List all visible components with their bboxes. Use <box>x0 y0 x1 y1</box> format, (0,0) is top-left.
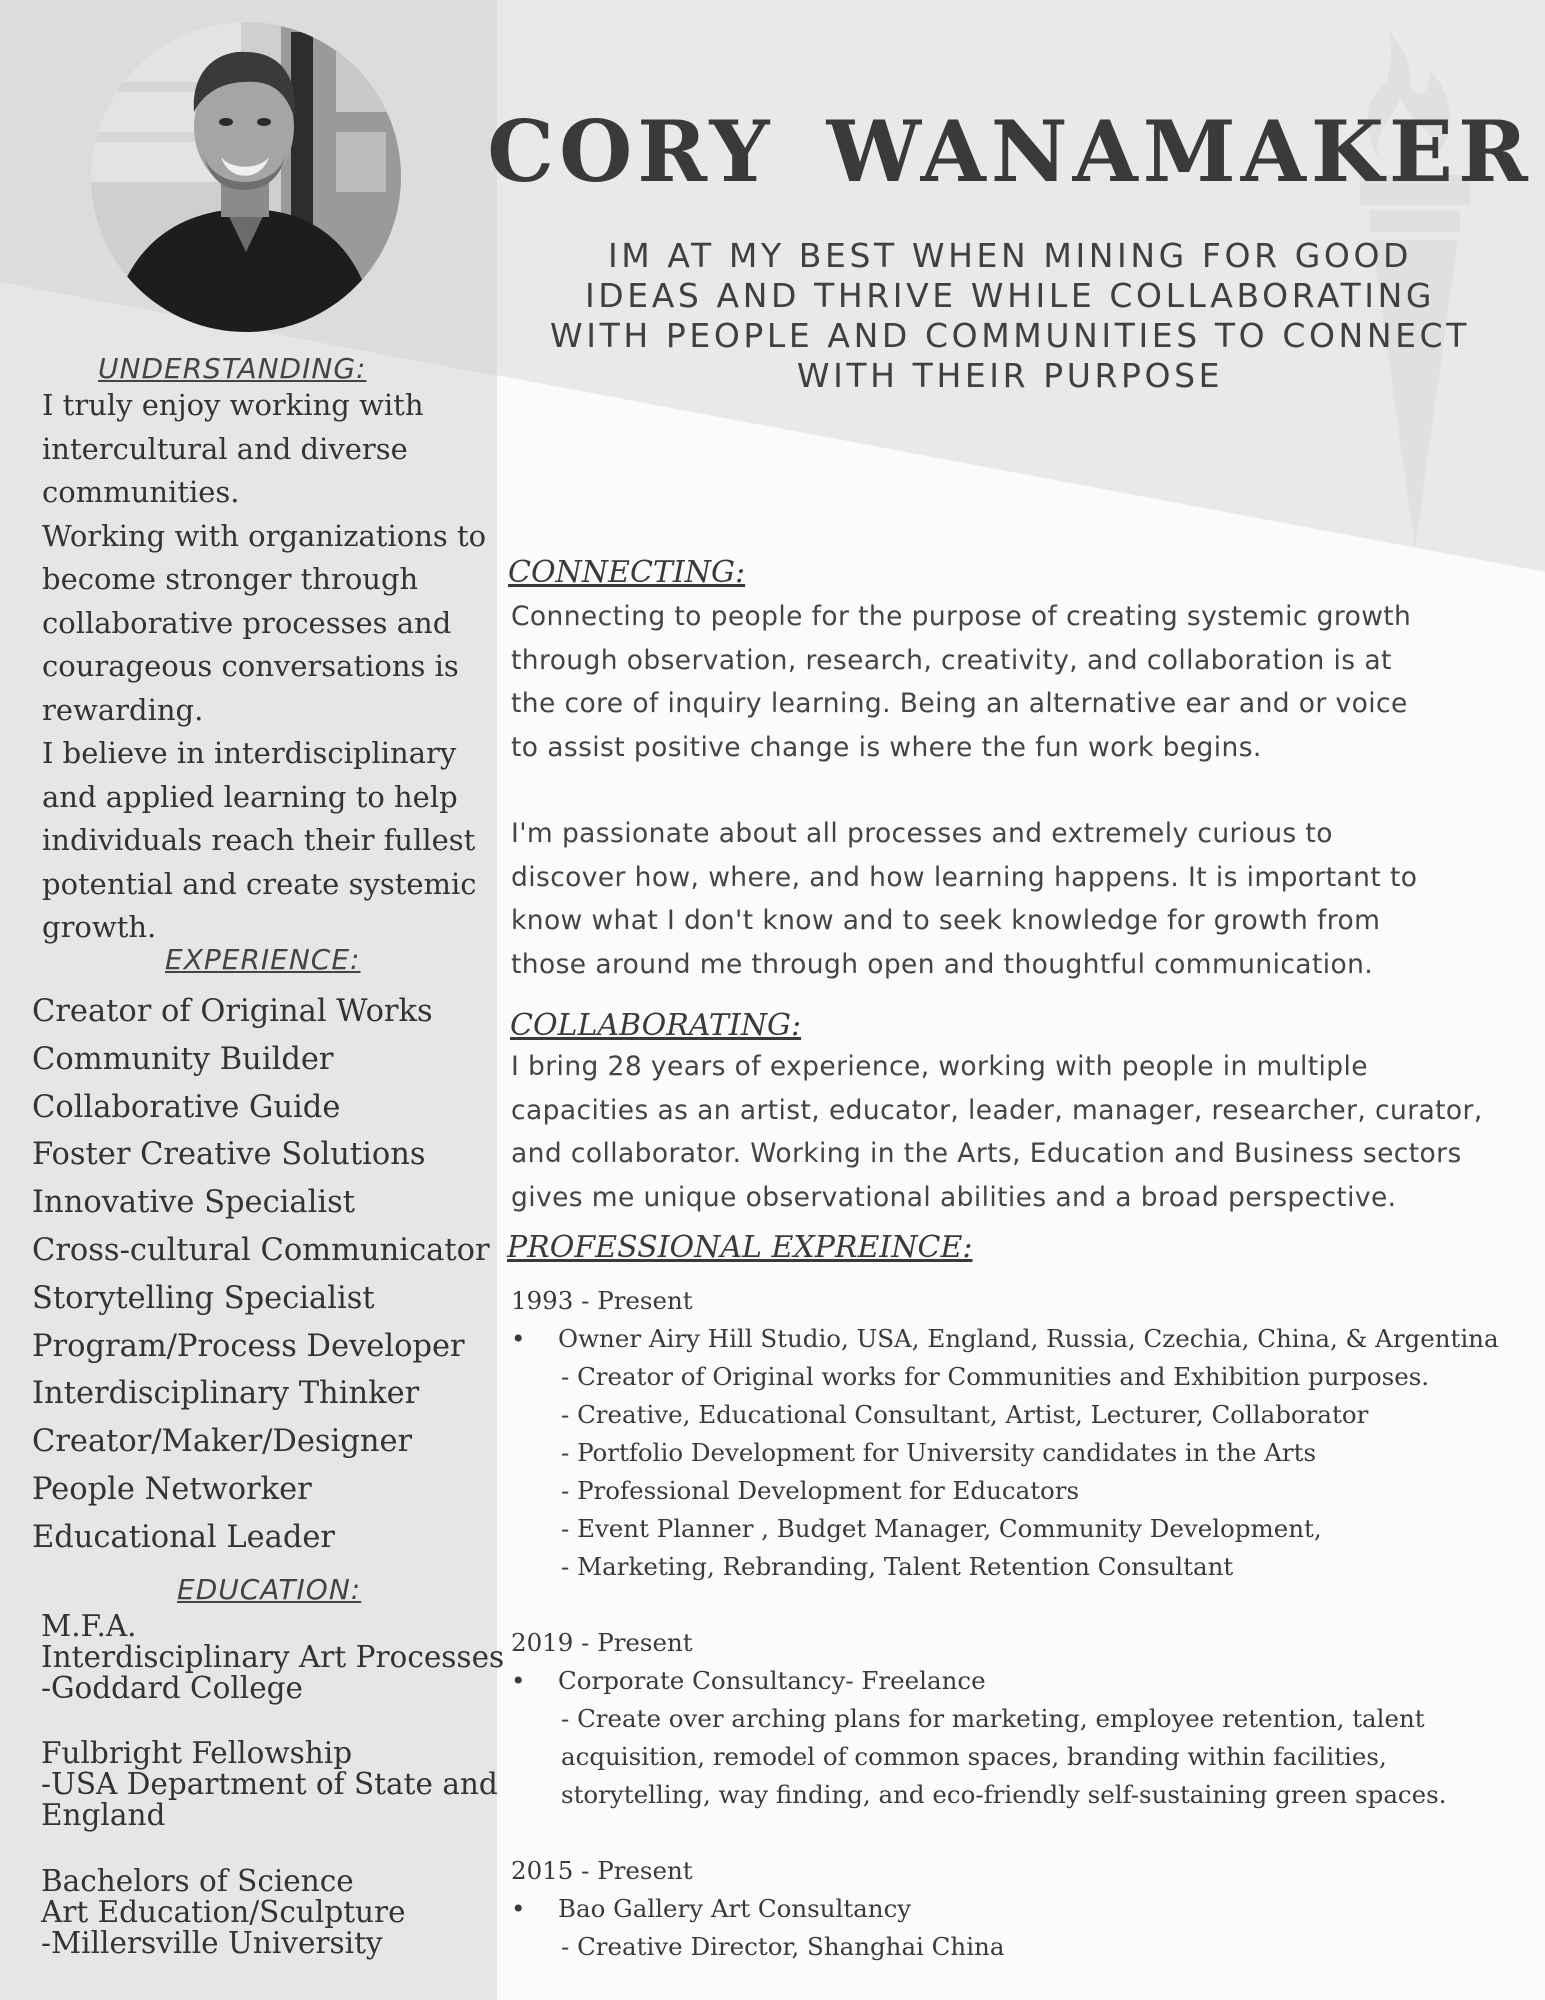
experience-item: Creator of Original Works <box>32 994 433 1029</box>
job-detail: - Create over arching plans for marketing, employee retention, talent <box>561 1704 1425 1733</box>
job-years: 1993 - Present <box>511 1286 693 1315</box>
understanding-line: rewarding. <box>42 692 204 727</box>
tagline-line: WITH THEIR PURPOSE <box>796 356 1224 395</box>
education-line: -Millersville University <box>41 1926 383 1960</box>
tagline-line: WITH PEOPLE AND COMMUNITIES TO CONNECT <box>550 316 1470 355</box>
professional-heading: PROFESSIONAL EXPREINCE: <box>507 1230 973 1265</box>
experience-item: Foster Creative Solutions <box>32 1137 426 1173</box>
understanding-line: individuals reach their fullest <box>42 823 476 857</box>
understanding-line: I believe in interdisciplinary <box>42 736 457 770</box>
education-entry <box>41 1866 511 1959</box>
education-line: Art Education/Sculpture <box>41 1895 406 1929</box>
connecting-line: Connecting to people for the purpose of creating systemic growth <box>511 601 1412 632</box>
collaborating-line: capacities as an artist, educator, leader, manager, researcher, curator, <box>511 1094 1483 1126</box>
profile-photo <box>91 22 401 332</box>
experience-item: Educational Leader <box>32 1519 335 1555</box>
education-line: -Goddard College <box>41 1671 304 1705</box>
understanding-heading: UNDERSTANDING: <box>98 352 367 385</box>
job-years: 2015 - Present <box>511 1856 693 1885</box>
collaborating-line: I bring 28 years of experience, working with people in multiple <box>511 1051 1368 1082</box>
education-line: M.F.A. <box>41 1609 137 1643</box>
experience-list <box>32 988 502 1562</box>
job-detail: - Creative, Educational Consultant, Artist, Lecturer, Collaborator <box>561 1400 1369 1429</box>
understanding-line: growth. <box>42 910 157 944</box>
job-detail: acquisition, remodel of common spaces, branding within facilities, <box>561 1742 1387 1771</box>
connecting-line: the core of inquiry learning. Being an alternative ear and or voice <box>511 688 1408 719</box>
job-detail: - Marketing, Rebranding, Talent Retention Consultant <box>561 1552 1234 1581</box>
collaborating-heading: COLLABORATING: <box>510 1008 802 1043</box>
experience-item: Collaborative Guide <box>32 1089 341 1125</box>
experience-item: People Networker <box>32 1471 312 1507</box>
experience-item: Program/Process Developer <box>32 1328 465 1364</box>
education-line: Bachelors of Science <box>41 1864 354 1898</box>
education-line: Interdisciplinary Art Processes <box>41 1640 505 1674</box>
connecting-line: through observation, research, creativity, and collaboration is at <box>511 644 1392 676</box>
job-detail: - Portfolio Development for University candidates in the Arts <box>561 1438 1317 1467</box>
tagline-line: IM AT MY BEST WHEN MINING FOR GOOD <box>607 236 1413 275</box>
tagline <box>490 236 1530 396</box>
understanding-line: intercultural and diverse <box>42 431 408 466</box>
connecting-paragraph <box>511 595 1531 769</box>
understanding-line: Working with organizations to <box>42 518 487 553</box>
tagline-line: IDEAS AND THRIVE WHILE COLLABORATING <box>584 276 1436 315</box>
job-detail: - Creator of Original works for Communities and Exhibition purposes. <box>561 1362 1430 1391</box>
understanding-line: collaborative processes and <box>42 605 452 640</box>
professional-list <box>511 1282 1541 1966</box>
connecting-heading: CONNECTING: <box>508 555 746 590</box>
understanding-line: communities. <box>42 475 240 509</box>
education-entry <box>41 1738 511 1831</box>
collaborating-line: and collaborator. Working in the Arts, Education and Business sectors <box>511 1138 1462 1169</box>
understanding-line: I truly enjoy working with <box>42 388 424 422</box>
connecting-line: discover how, where, and how learning happens. It is important to <box>511 861 1418 893</box>
experience-item: Storytelling Specialist <box>32 1280 375 1316</box>
job-detail: storytelling, way finding, and eco-friendly self-sustaining green spaces. <box>561 1780 1447 1809</box>
education-line: England <box>41 1798 166 1832</box>
connecting-line: to assist positive change is where the fun work begins. <box>511 731 1262 763</box>
understanding-line: become stronger through <box>42 562 419 596</box>
connecting-paragraph <box>511 812 1531 986</box>
experience-heading: EXPERIENCE: <box>165 943 361 976</box>
experience-item: Creator/Maker/Designer <box>32 1424 413 1460</box>
education-line: Fulbright Fellowship <box>41 1736 353 1770</box>
understanding-text <box>42 384 502 950</box>
job-detail: - Event Planner , Budget Manager, Community Development, <box>561 1514 1322 1543</box>
understanding-line: potential and create systemic <box>42 866 477 901</box>
job-detail: - Creative Director, Shanghai China <box>561 1932 1005 1961</box>
job-years: 2019 - Present <box>511 1628 693 1657</box>
experience-item: Community Builder <box>32 1041 334 1077</box>
connecting-line: know what I don't know and to seek knowledge for growth from <box>511 905 1381 936</box>
job-detail: - Professional Development for Educators <box>561 1476 1080 1505</box>
connecting-line: those around me through open and thoughtful communication. <box>511 948 1374 980</box>
education-entry <box>41 1611 511 1704</box>
job-title: • Bao Gallery Art Consultancy <box>511 1890 1541 1928</box>
job-title: • Owner Airy Hill Studio, USA, England, Russia, Czechia, China, & Argentina <box>511 1320 1541 1358</box>
education-heading: EDUCATION: <box>177 1573 362 1606</box>
experience-item: Cross-cultural Communicator <box>32 1232 490 1268</box>
collaborating-paragraph <box>511 1045 1531 1219</box>
experience-item: Innovative Specialist <box>32 1185 356 1221</box>
experience-item: Interdisciplinary Thinker <box>32 1376 420 1412</box>
person-name: CORY WANAMAKER <box>487 102 1533 201</box>
education-line: -USA Department of State and <box>41 1767 498 1801</box>
job-title: • Corporate Consultancy- Freelance <box>511 1662 1541 1700</box>
collaborating-line: gives me unique observational abilities and a broad perspective. <box>511 1181 1397 1213</box>
understanding-line: courageous conversations is <box>42 649 459 683</box>
understanding-line: and applied learning to help <box>42 779 458 814</box>
connecting-line: I'm passionate about all processes and extremely curious to <box>511 818 1333 849</box>
